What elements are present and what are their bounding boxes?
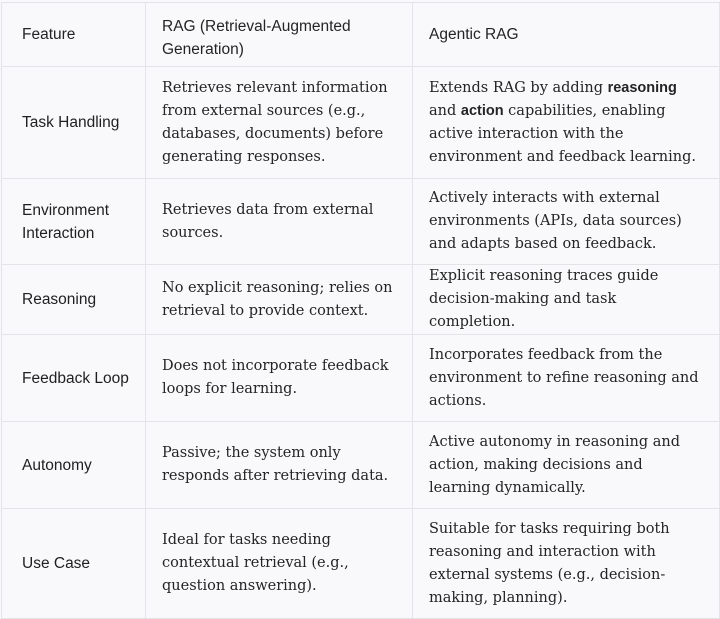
header-row: [2, 3, 720, 67]
agentic-rag-cell: Active autonomy in reasoning and action, making decisions and learning dynamically.: [413, 422, 720, 509]
agentic-text-mid: and: [429, 102, 461, 119]
table-row: [2, 335, 720, 422]
agentic-rag-cell: Explicit reasoning traces guide decision-making and task completion.: [413, 265, 720, 335]
table-row: [2, 422, 720, 509]
feature-cell: Use Case: [2, 509, 146, 619]
rag-cell: Passive; the system only responds after retrieving data.: [146, 422, 413, 509]
table-row: [2, 509, 720, 619]
rag-cell: Does not incorporate feedback loops for learning.: [146, 335, 413, 422]
feature-cell: Autonomy: [2, 422, 146, 509]
feature-cell: Reasoning: [2, 265, 146, 335]
rag-cell: Ideal for tasks needing contextual retrieval (e.g., question answering).: [146, 509, 413, 619]
table-row: [2, 265, 720, 335]
header-agentic-rag: Agentic RAG: [413, 3, 720, 67]
rag-cell: Retrieves relevant information from external sources (e.g., databases, documents) before generating responses.: [146, 67, 413, 179]
feature-cell: Environment Interaction: [2, 179, 146, 265]
keyword-reasoning: reasoning: [607, 79, 677, 96]
header-feature: Feature: [2, 3, 146, 67]
agentic-rag-cell: Suitable for tasks requiring both reasoning and interaction with external systems (e.g., decision-making, planning).: [413, 509, 720, 619]
header-rag: RAG (Retrieval-Augmented Generation): [146, 3, 413, 67]
feature-cell: Task Handling: [2, 67, 146, 179]
agentic-text-pre: Extends RAG by adding: [429, 79, 608, 96]
table-row: [2, 67, 720, 179]
agentic-rag-cell: [413, 67, 720, 179]
agentic-rag-cell: Actively interacts with external environments (APIs, data sources) and adapts based on feedback.: [413, 179, 720, 265]
table-row: [2, 179, 720, 265]
rag-cell: Retrieves data from external sources.: [146, 179, 413, 265]
comparison-table: [1, 2, 720, 619]
agentic-text-post: capabilities, enabling active interaction with the environment and feedback learning.: [429, 102, 696, 165]
rag-cell: No explicit reasoning; relies on retrieval to provide context.: [146, 265, 413, 335]
feature-cell: Feedback Loop: [2, 335, 146, 422]
keyword-action: action: [460, 102, 504, 119]
agentic-rag-cell: Incorporates feedback from the environment to refine reasoning and actions.: [413, 335, 720, 422]
